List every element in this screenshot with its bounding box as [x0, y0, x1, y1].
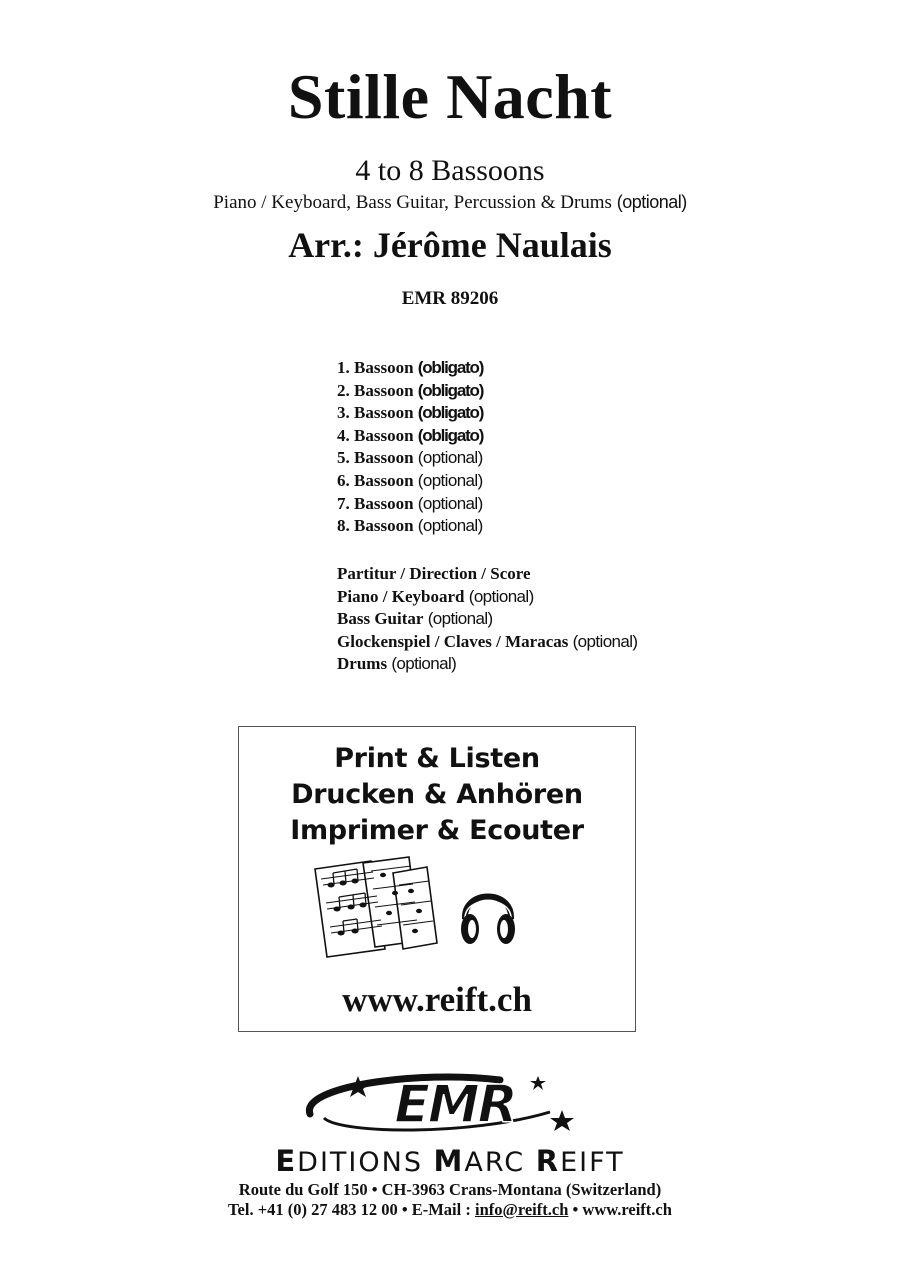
list-item [337, 631, 638, 654]
promo-line-english: Print & Listen [334, 743, 540, 774]
list-item [337, 586, 638, 609]
publisher-cap-e: E [275, 1144, 298, 1178]
part-name: Glockenspiel / Claves / Maracas [337, 631, 569, 651]
publisher-address: Route du Golf 150 • CH-3963 Crans-Montana (Switzerland) [238, 1180, 662, 1199]
part-name: 6. Bassoon [337, 470, 414, 490]
list-item [337, 493, 483, 516]
part-note: (optional) [417, 516, 483, 536]
part-name: Bass Guitar [337, 609, 424, 629]
list-item [337, 357, 483, 380]
contact-tel: Tel. +41 (0) 27 483 12 00 • E-Mail : [228, 1200, 475, 1219]
part-note: (obligato) [417, 380, 484, 400]
part-note: (optional) [417, 448, 483, 468]
instrumentation-line [0, 192, 900, 214]
part-note: (optional) [468, 586, 534, 606]
publisher-rest-m: ARC [464, 1147, 536, 1178]
publisher-name [0, 1144, 900, 1178]
list-item [337, 402, 483, 425]
part-name: 4. Bassoon [337, 425, 414, 445]
part-name: 5. Bassoon [337, 448, 414, 468]
part-note: (optional) [417, 493, 483, 513]
instrumentation-optional-note: (optional) [616, 192, 687, 212]
catalog-number: EMR 89206 [401, 288, 499, 309]
part-name: Piano / Keyboard [337, 586, 465, 606]
part-name: 7. Bassoon [337, 493, 414, 513]
part-name: Drums [337, 654, 388, 674]
page-title: Stille Nacht [287, 61, 613, 132]
emr-logo [300, 1072, 600, 1144]
publisher-contact [0, 1200, 900, 1220]
part-note: (obligato) [417, 425, 484, 445]
publisher-cap-m: M [433, 1144, 465, 1178]
headphones-icon [457, 877, 519, 949]
part-note: (optional) [572, 631, 638, 651]
part-note: (optional) [417, 470, 483, 490]
extra-parts-list [337, 563, 638, 676]
bassoon-parts-list [337, 357, 483, 538]
list-item [337, 447, 483, 470]
publisher-rest-e: DITIONS [297, 1147, 434, 1178]
sheet-music-icon [311, 855, 441, 959]
contact-web: • www.reift.ch [568, 1200, 672, 1219]
print-listen-box [238, 726, 636, 1032]
list-item [337, 380, 483, 403]
part-name: 3. Bassoon [337, 403, 414, 423]
subtitle: 4 to 8 Bassoons [355, 154, 545, 187]
instrumentation-text: Piano / Keyboard, Bass Guitar, Percussion & Drums [213, 192, 612, 213]
publisher-cap-r: R [535, 1144, 561, 1178]
part-name: 2. Bassoon [337, 380, 414, 400]
part-note: (obligato) [417, 403, 484, 423]
part-note: (optional) [391, 654, 457, 674]
arranger: Arr.: Jérôme Naulais [288, 225, 612, 265]
publisher-rest-r: EIFT [560, 1147, 625, 1178]
emr-logo-text: EMR [394, 1075, 516, 1135]
part-name: 1. Bassoon [337, 358, 414, 377]
list-item [337, 515, 483, 538]
list-item [337, 653, 638, 676]
part-note: (obligato) [417, 358, 484, 377]
part-note: (optional) [427, 609, 493, 629]
list-item [337, 608, 638, 631]
list-item [337, 470, 483, 493]
part-name: 8. Bassoon [337, 516, 414, 536]
list-item [337, 425, 483, 448]
contact-email-link[interactable]: info@reift.ch [474, 1200, 569, 1219]
list-item [337, 563, 638, 586]
part-name: Partitur / Direction / Score [337, 564, 531, 583]
promo-line-german: Drucken & Anhören [291, 779, 583, 810]
promo-url[interactable]: www.reift.ch [342, 980, 532, 1019]
promo-line-french: Imprimer & Ecouter [290, 815, 584, 846]
